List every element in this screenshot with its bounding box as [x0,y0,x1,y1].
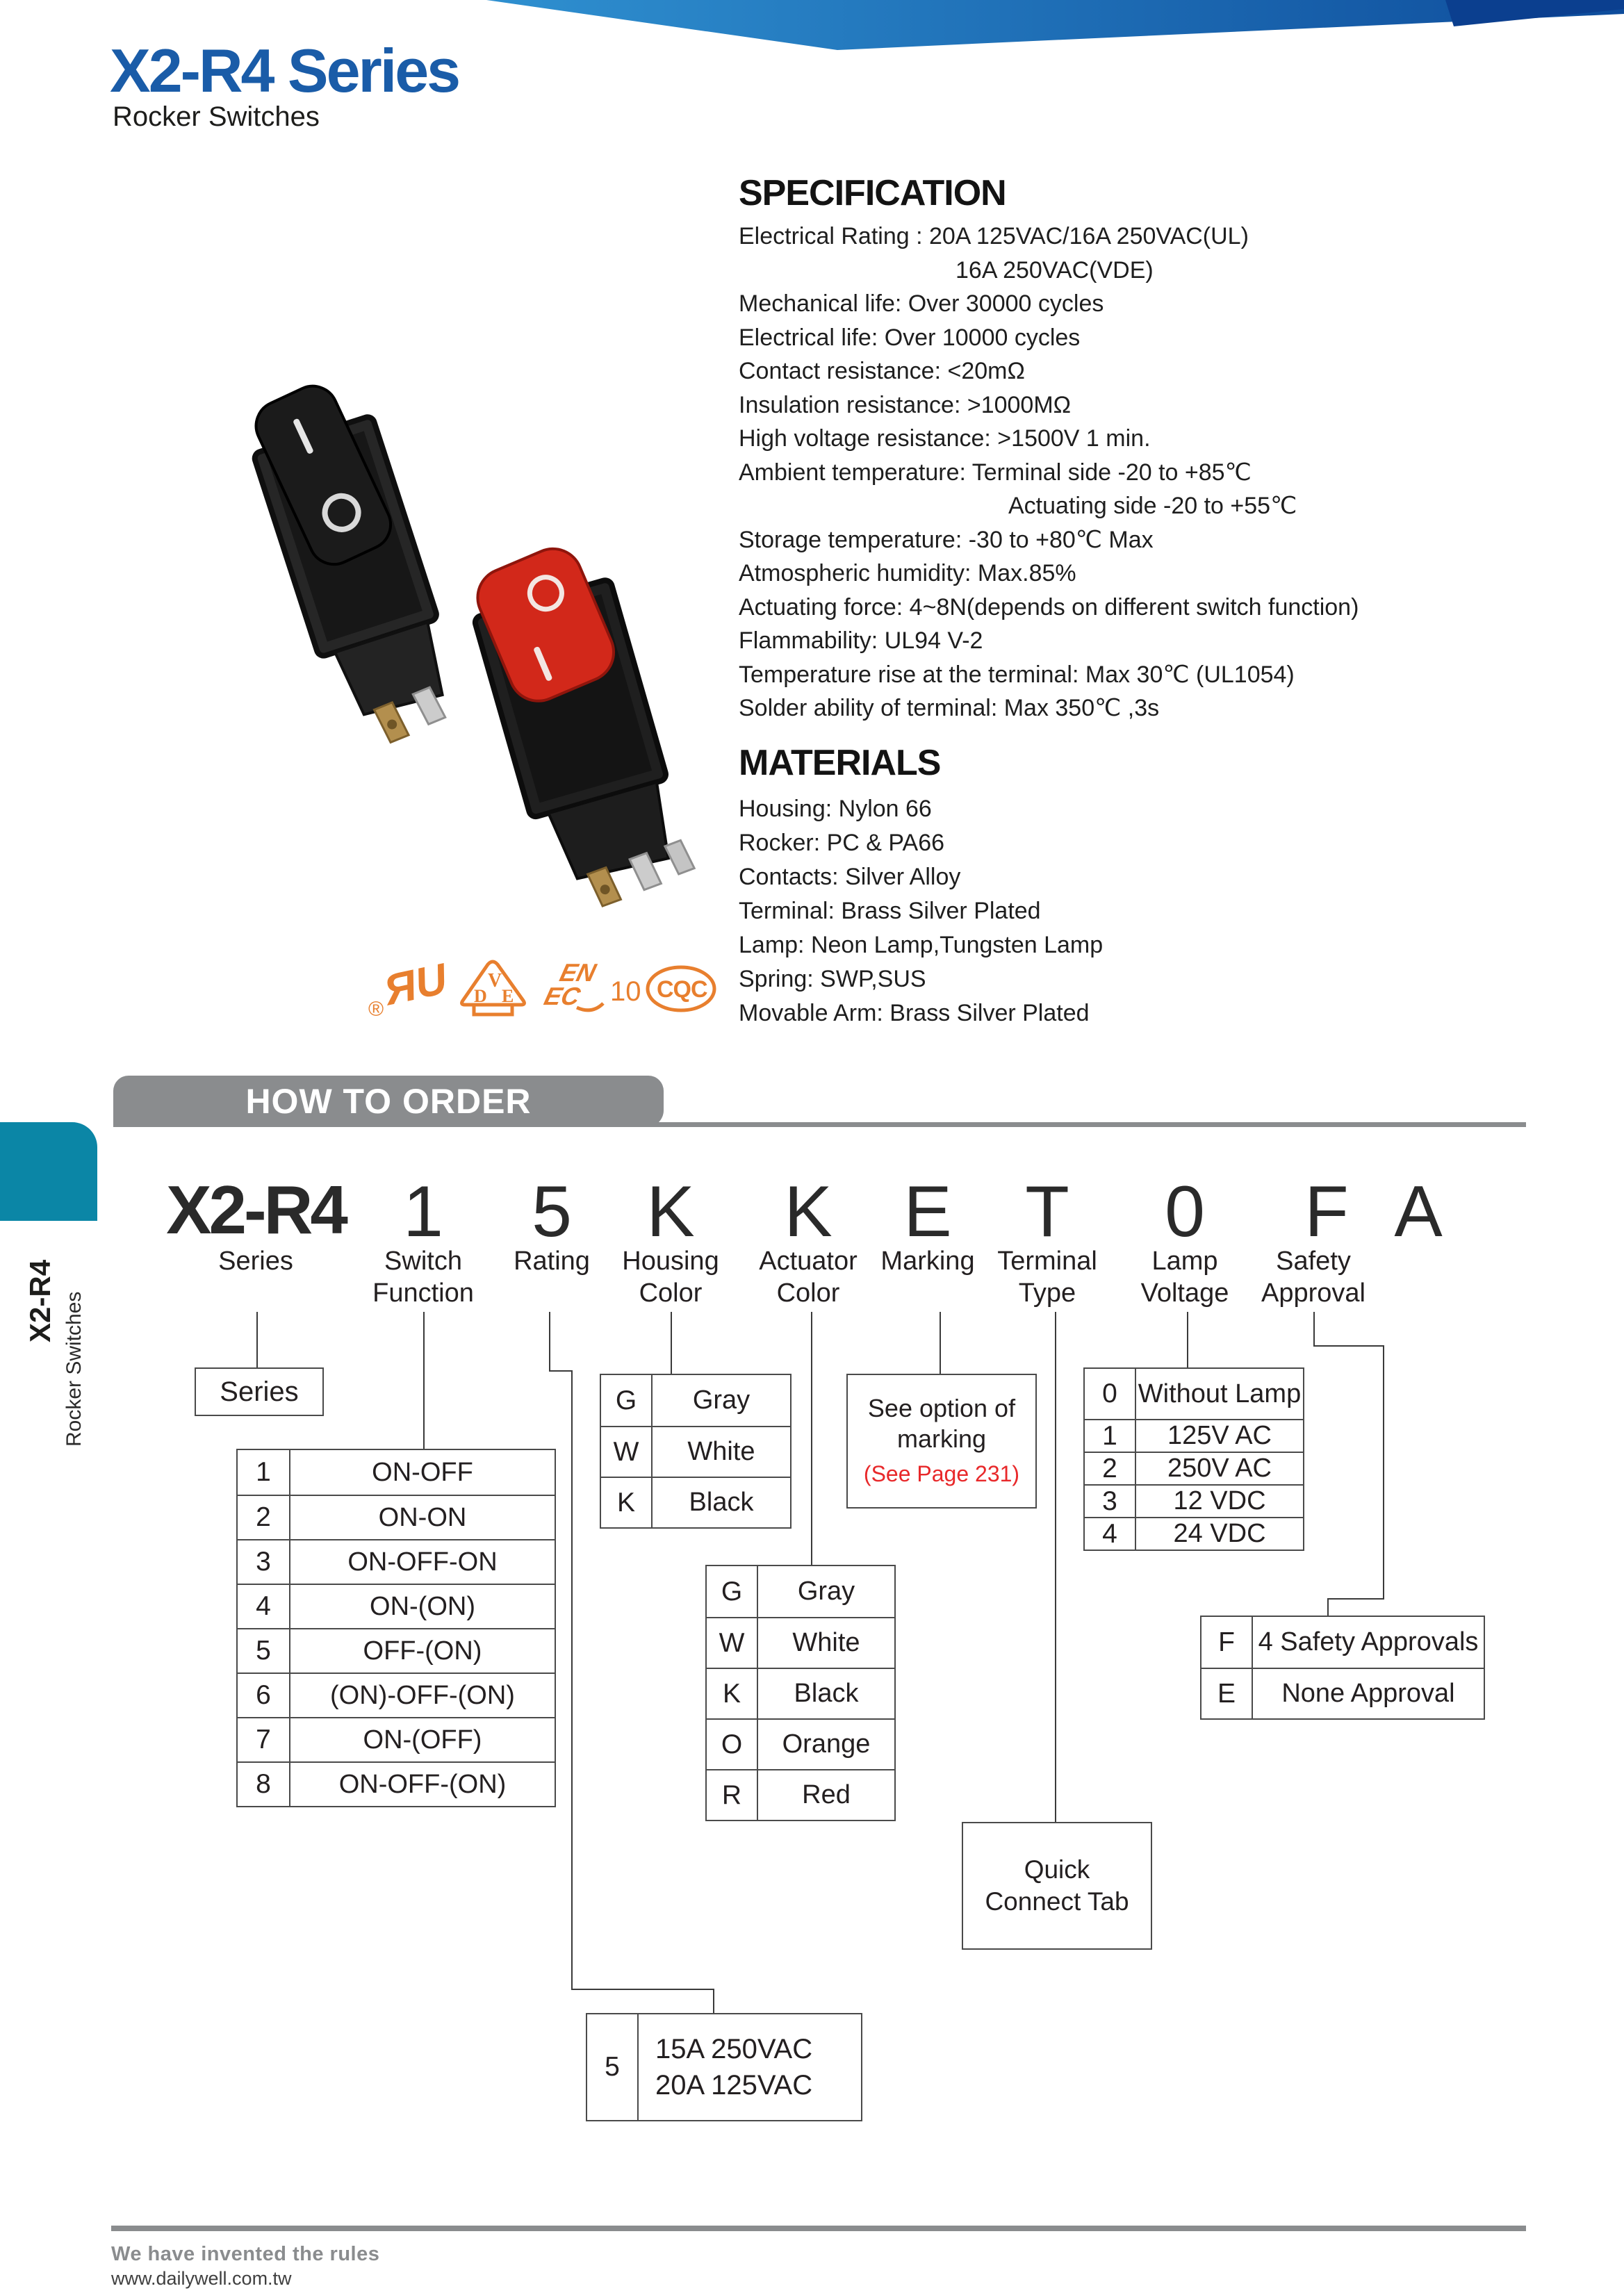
table-row [707,1718,894,1769]
connector-rating-5 [713,1989,714,2014]
option-value: ON-OFF [372,1457,473,1487]
svg-text:®: ® [368,998,384,1021]
option-code: 5 [587,2014,639,2120]
connector-rating-3 [571,1370,573,1990]
series-option-box [195,1367,324,1416]
option-code: 5 [238,1629,290,1673]
option-code: K [601,1478,653,1527]
option-code: 4 [1085,1518,1136,1550]
option-code: G [601,1375,653,1426]
terminal-type-note-text: Quick Connect Tab [985,1855,1129,1916]
option-value: Black [689,1488,754,1517]
code-actuator-color: K [784,1172,832,1252]
table-row [238,1495,555,1539]
connector-safety-5 [1327,1598,1329,1617]
option-value: None Approval [1281,1679,1455,1708]
code-marking: E [903,1172,952,1252]
spec-line: Flammability: UL94 V-2 [739,627,983,654]
footer-url: www.dailywell.com.tw [111,2268,292,2289]
spec-line: Electrical life: Over 10000 cycles [739,324,1081,351]
option-value: 250V AC [1167,1454,1272,1483]
label-marking: Marking [880,1247,975,1276]
how-to-order-banner [113,1076,664,1127]
connector-housing [671,1312,672,1374]
option-value: 12 VDC [1173,1486,1266,1515]
spec-line: Actuating side -20 to +55℃ [1008,493,1297,519]
option-code: F [1201,1617,1253,1668]
option-code: E [1201,1669,1253,1718]
series-option-label: Series [220,1376,299,1407]
table-row [238,1761,555,1806]
option-value: ON-OFF-(ON) [338,1769,507,1799]
table-row [1085,1419,1303,1452]
marking-note-page-ref: (See Page 231) [863,1461,1020,1486]
code-series: X2-R4 [166,1172,345,1248]
how-to-order-title: HOW TO ORDER [245,1082,532,1121]
option-code: 4 [238,1585,290,1628]
svg-text:V: V [488,970,502,992]
option-code: 8 [238,1763,290,1806]
spec-line: Solder ability of terminal: Max 350℃ ,3s [739,695,1160,721]
code-terminal-type: T [1025,1172,1069,1252]
table-row [1085,1369,1303,1419]
ul-recognized-icon [367,955,452,1021]
table-row [707,1617,894,1668]
enec-10-icon [541,958,643,1017]
table-row [601,1375,790,1426]
table-row [587,2014,861,2120]
option-code: 0 [1085,1369,1136,1419]
connector-rating-1 [549,1312,550,1372]
safety-approval-table [1200,1616,1485,1720]
option-code: 2 [238,1496,290,1539]
option-value: Gray [797,1577,855,1606]
option-code: 3 [238,1540,290,1584]
svg-text:ЯU: ЯU [379,955,452,1015]
code-safety-approval: F [1304,1172,1349,1252]
svg-text:10: 10 [610,976,641,1007]
option-value: ON-(ON) [370,1591,475,1621]
label-actuator-color: Actuator Color [759,1247,858,1308]
page-title: X2-R4 Series [110,36,459,105]
label-lamp-voltage: Lamp Voltage [1140,1247,1229,1308]
table-row [238,1628,555,1673]
materials-line: Housing: Nylon 66 [739,796,932,822]
materials-heading: MATERIALS [739,743,941,783]
table-row [1085,1517,1303,1550]
connector-actuator [811,1312,812,1565]
connector-switch-function [423,1312,425,1449]
label-series: Series [218,1247,293,1276]
rating-table [586,2013,862,2121]
table-row [707,1769,894,1820]
option-value: 125V AC [1167,1421,1272,1450]
table-row [1201,1617,1484,1668]
option-value [639,2014,861,2120]
materials-line: Terminal: Brass Silver Plated [739,898,1041,924]
connector-safety-3 [1383,1345,1384,1600]
table-row [601,1426,790,1477]
option-value: Gray [692,1386,751,1415]
code-lamp-voltage: 0 [1165,1172,1205,1252]
spec-line: Electrical Rating : 20A 125VAC/16A 250VAC(UL) [739,223,1249,249]
spec-line: Actuating force: 4~8N(depends on different switch function) [739,593,1359,620]
option-code: W [707,1618,758,1668]
option-value: Orange [782,1729,871,1759]
svg-text:CQC: CQC [657,976,707,1003]
option-value: (ON)-OFF-(ON) [330,1680,515,1710]
table-row [238,1673,555,1717]
spec-line: High voltage resistance: >1500V 1 min. [739,425,1151,452]
connector-safety-4 [1327,1598,1384,1600]
option-value: ON-OFF-ON [347,1547,498,1577]
option-value: ON-ON [378,1502,467,1532]
connector-terminal [1055,1312,1056,1823]
svg-text:EN: EN [557,958,599,987]
option-value: Red [802,1780,851,1809]
table-row [707,1668,894,1718]
rating-line-1: 15A 250VAC [655,2034,813,2064]
option-code: 3 [1085,1486,1136,1517]
sidebar-series-tab [0,1122,97,1221]
materials-line: Movable Arm: Brass Silver Plated [739,1000,1090,1026]
connector-marking [940,1312,941,1374]
code-housing-color: K [646,1172,695,1252]
terminal-type-note-box [962,1822,1152,1950]
connector-rating-2 [549,1370,573,1372]
option-code: K [707,1669,758,1718]
materials-line: Lamp: Neon Lamp,Tungsten Lamp [739,932,1104,958]
product-photo-black-switch [226,347,469,750]
table-row [238,1450,555,1495]
rating-line-2: 20A 125VAC [655,2070,813,2101]
housing-color-table [600,1374,792,1529]
spec-line: Temperature rise at the terminal: Max 30℃ (UL1054) [739,661,1295,688]
materials-line: Contacts: Silver Alloy [739,864,961,890]
option-value: 24 VDC [1173,1519,1266,1548]
option-code: 7 [238,1718,290,1761]
svg-text:E: E [502,986,514,1006]
option-value: OFF-(ON) [363,1636,482,1666]
cqc-icon [645,964,718,1013]
spec-line: Atmospheric humidity: Max.85% [739,560,1076,586]
page-subtitle: Rocker Switches [113,101,320,132]
table-row [1085,1484,1303,1517]
option-value: 4 Safety Approvals [1258,1627,1479,1657]
label-safety-approval: Safety Approval [1261,1247,1365,1308]
option-code: 1 [1085,1420,1136,1452]
spec-line: 16A 250VAC(VDE) [955,256,1154,283]
option-value: Black [794,1679,859,1708]
option-code: R [707,1770,758,1820]
lamp-voltage-table [1083,1367,1304,1551]
connector-lamp [1187,1312,1188,1368]
code-rating: 5 [532,1172,572,1252]
sidebar-category-text: Rocker Switches [63,1291,85,1447]
svg-text:EC: EC [541,982,584,1010]
specification-list [739,220,1607,725]
option-value: White [792,1628,860,1657]
spec-line: Storage temperature: -30 to +80℃ Max [739,526,1154,553]
footer-rule [111,2226,1526,2231]
marking-note-box [846,1374,1037,1509]
label-terminal-type: Terminal Type [997,1247,1097,1308]
materials-list [739,792,1607,1030]
connector-rating-4 [571,1989,714,1990]
sidebar-series-text: X2-R4 [24,1259,56,1342]
spec-line: Ambient temperature: Terminal side -20 to +85℃ [739,459,1252,486]
materials-line: Rocker: PC & PA66 [739,830,945,856]
spec-line: Insulation resistance: >1000MΩ [739,391,1072,418]
label-housing-color: Housing Color [622,1247,719,1308]
option-code: W [601,1427,653,1477]
table-row [238,1584,555,1628]
table-row [707,1566,894,1617]
table-row [601,1477,790,1527]
marking-note-text: See option of marking [867,1394,1016,1453]
materials-line: Spring: SWP,SUS [739,966,926,992]
table-row [238,1539,555,1584]
option-code: 6 [238,1674,290,1717]
connector-series [256,1312,258,1367]
option-code: 1 [238,1450,290,1495]
code-switch-function: 1 [403,1172,443,1252]
switch-function-table [236,1449,556,1807]
label-rating: Rating [514,1247,590,1276]
connector-safety-2 [1313,1345,1384,1347]
option-code: 2 [1085,1453,1136,1484]
vde-icon [453,958,533,1019]
label-switch-function: Switch Function [372,1247,474,1308]
table-row [1201,1668,1484,1718]
table-row [1085,1452,1303,1484]
option-value: ON-(OFF) [363,1725,482,1754]
actuator-color-table [705,1565,896,1821]
footer-slogan: We have invented the rules [111,2243,380,2265]
spec-line: Mechanical life: Over 30000 cycles [739,290,1104,317]
product-photo-red-switch [448,528,691,903]
option-value: Without Lamp [1138,1379,1302,1408]
option-value: White [687,1437,755,1466]
code-packing: A [1394,1172,1443,1252]
specification-heading: SPECIFICATION [739,173,1006,213]
option-code: O [707,1720,758,1769]
spec-line: Contact resistance: <20mΩ [739,358,1025,384]
connector-safety-1 [1313,1312,1315,1347]
svg-text:D: D [474,986,487,1006]
option-code: G [707,1566,758,1617]
table-row [238,1717,555,1761]
